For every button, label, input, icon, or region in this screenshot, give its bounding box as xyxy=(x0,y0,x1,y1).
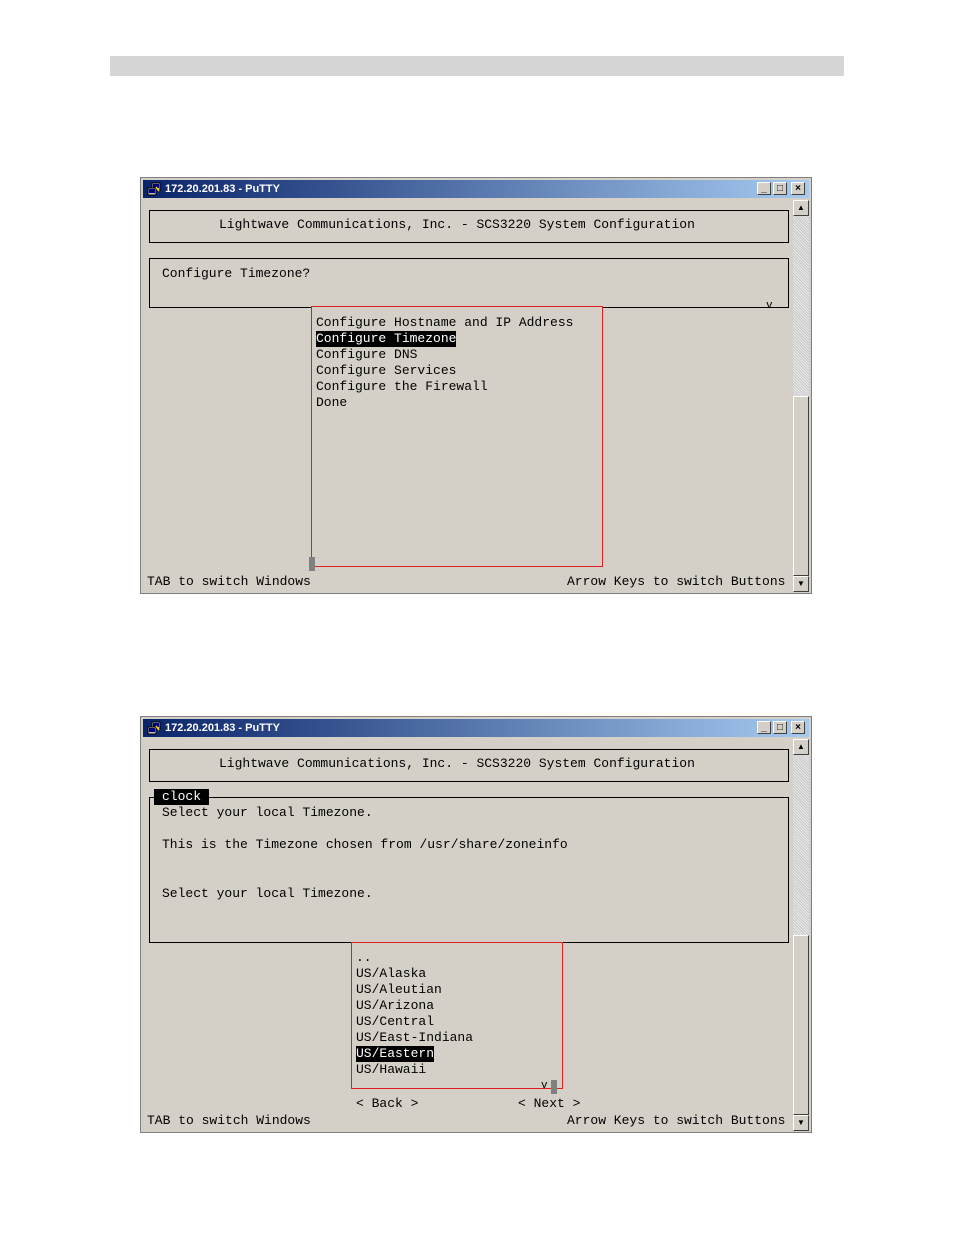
putty-window-configure-menu xyxy=(140,177,812,594)
list-item[interactable]: US/Arizona xyxy=(356,998,435,1013)
footer-right-text: Arrow Keys to switch Buttons xyxy=(567,1113,786,1128)
title-bar[interactable] xyxy=(143,180,809,198)
footer-left-text: TAB to switch Windows xyxy=(147,574,311,589)
scrollbar-thumb[interactable] xyxy=(793,396,809,576)
more-arrow: v xyxy=(766,300,773,312)
menu-item-timezone[interactable]: Configure Timezone xyxy=(316,331,457,346)
menu-item-services[interactable]: Configure Services xyxy=(316,363,457,378)
footer-left-text: TAB to switch Windows xyxy=(147,1113,311,1128)
page-header-bar xyxy=(110,56,844,76)
list-item[interactable]: US/Hawaii xyxy=(356,1062,427,1077)
scroll-down-icon[interactable]: ▼ xyxy=(793,1115,809,1131)
menu-item-firewall[interactable]: Configure the Firewall xyxy=(316,379,488,394)
scroll-up-icon[interactable]: ▲ xyxy=(793,739,809,755)
close-icon[interactable]: × xyxy=(791,182,805,195)
terminal-area[interactable] xyxy=(145,739,793,1131)
list-item[interactable]: US/Central xyxy=(356,1014,435,1029)
instruction-line-2: This is the Timezone chosen from /usr/share/zoneinfo xyxy=(162,837,568,852)
list-item-selected[interactable]: US/Eastern xyxy=(356,1046,435,1061)
scroll-down-icon[interactable]: ▼ xyxy=(793,576,809,592)
vertical-scrollbar[interactable] xyxy=(793,739,809,1131)
more-arrow: v xyxy=(541,1080,548,1092)
putty-icon xyxy=(147,182,161,196)
maximize-icon[interactable]: □ xyxy=(773,721,787,734)
title-bar[interactable] xyxy=(143,719,809,737)
text-cursor xyxy=(309,557,315,571)
maximize-icon[interactable]: □ xyxy=(773,182,787,195)
scroll-up-icon[interactable]: ▲ xyxy=(793,200,809,216)
putty-icon xyxy=(147,721,161,735)
header-text: Lightwave Communications, Inc. - SCS3220 System Configuration xyxy=(219,756,695,771)
list-item[interactable]: .. xyxy=(356,950,372,965)
next-button[interactable]: < Next > xyxy=(518,1096,581,1111)
header-text: Lightwave Communications, Inc. - SCS3220 System Configuration xyxy=(219,217,695,232)
instruction-line-3: Select your local Timezone. xyxy=(162,886,373,901)
back-button[interactable]: < Back > xyxy=(356,1096,419,1111)
scrollbar-thumb[interactable] xyxy=(793,935,809,1115)
instruction-line-1: Select your local Timezone. xyxy=(162,805,373,820)
list-item[interactable]: US/East-Indiana xyxy=(356,1030,474,1045)
text-cursor xyxy=(551,1080,557,1094)
menu-item-dns[interactable]: Configure DNS xyxy=(316,347,418,362)
menu-item-done[interactable]: Done xyxy=(316,395,348,410)
putty-window-timezone xyxy=(140,716,812,1133)
minimize-icon[interactable]: _ xyxy=(757,721,771,734)
window-title: 172.20.201.83 - PuTTY xyxy=(165,722,280,734)
clock-label: clock xyxy=(154,789,209,805)
footer-right-text: Arrow Keys to switch Buttons xyxy=(567,574,786,589)
vertical-scrollbar[interactable] xyxy=(793,200,809,592)
prompt-text: Configure Timezone? xyxy=(162,266,311,281)
list-item[interactable]: US/Aleutian xyxy=(356,982,442,997)
terminal-area[interactable] xyxy=(145,200,793,592)
close-icon[interactable]: × xyxy=(791,721,805,734)
menu-item-hostname[interactable]: Configure Hostname and IP Address xyxy=(316,315,574,330)
minimize-icon[interactable]: _ xyxy=(757,182,771,195)
window-title: 172.20.201.83 - PuTTY xyxy=(165,183,280,195)
list-item[interactable]: US/Alaska xyxy=(356,966,427,981)
